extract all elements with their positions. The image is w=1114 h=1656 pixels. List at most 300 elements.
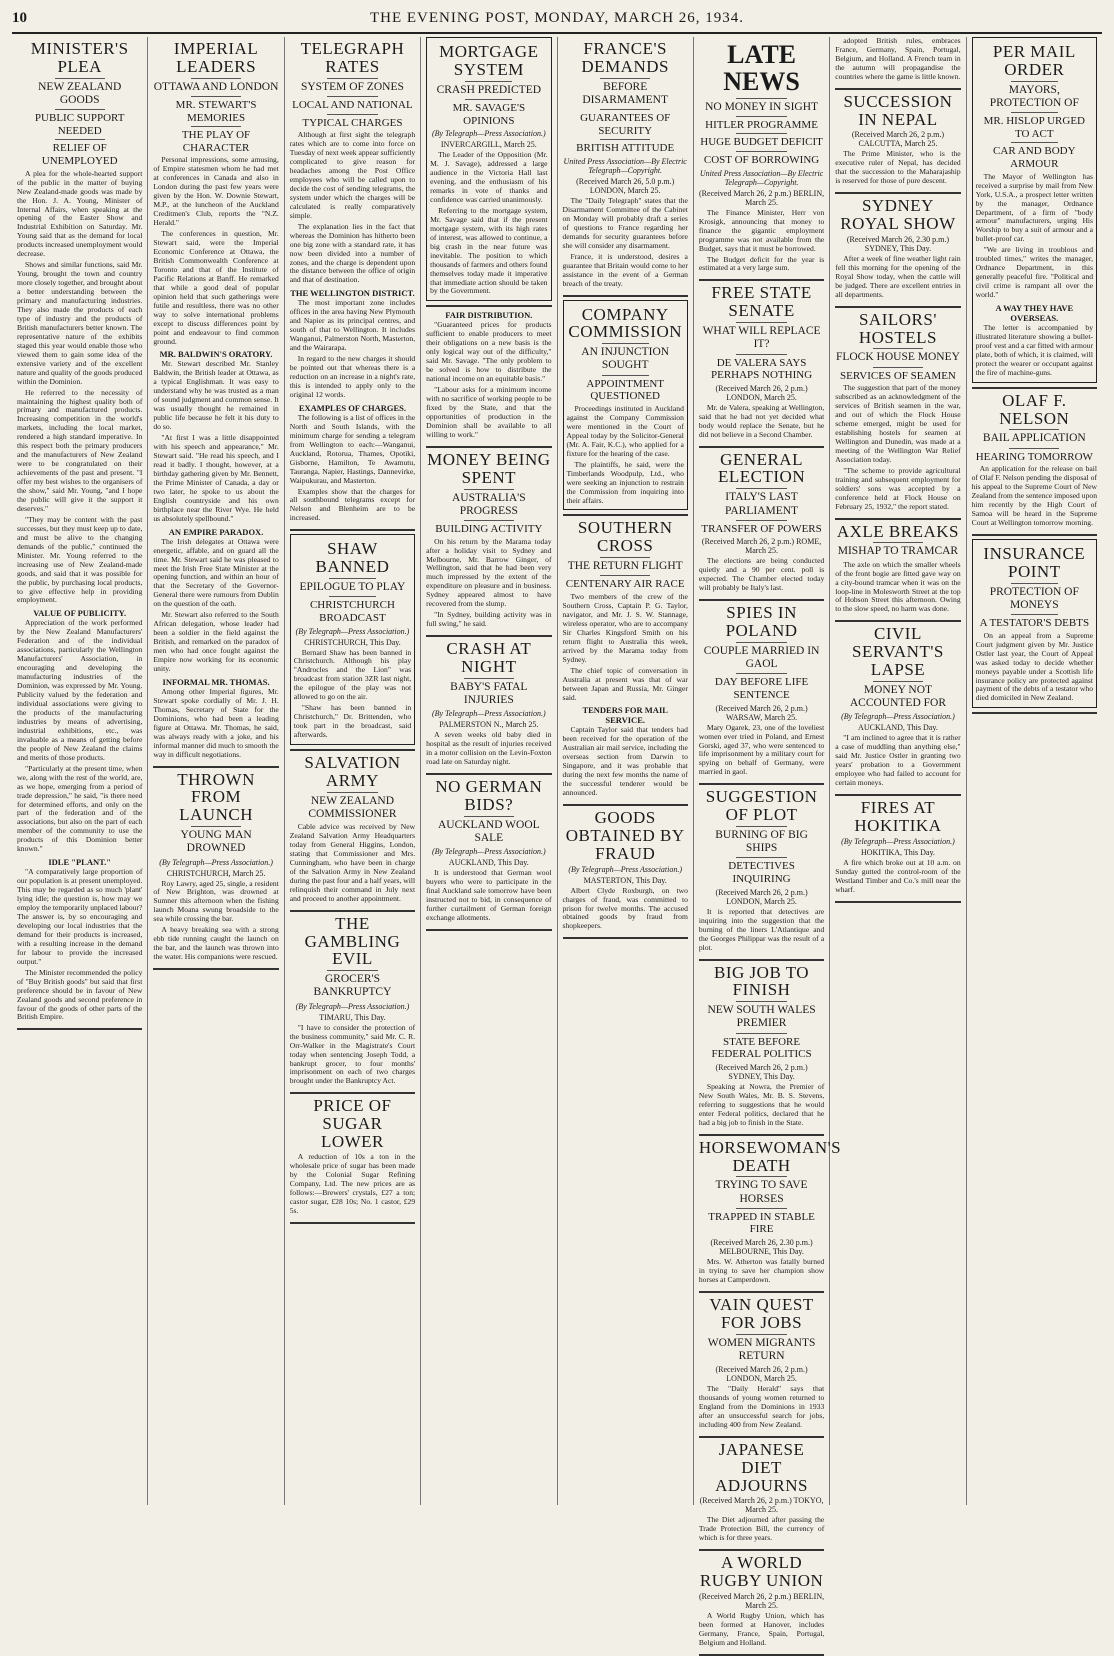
article-headline: FRANCE'S DEMANDS	[581, 39, 669, 76]
article-dateline: (Received March 26, 2 p.m.) TOKYO, March 25.	[699, 1496, 824, 1515]
article-separator	[699, 959, 824, 961]
article-byline: (By Telegraph—Press Association.)	[159, 857, 273, 867]
article-headline: THROWN FROM LAUNCH	[177, 769, 255, 825]
article-paragraph: Cable advice was received by New Zealand Salvation Army Headquarters today from General Higgins, London, stating that Commissioner and Mrs. Cunningham, who have been in charge of the Salvation Army in New Zealand during the past four and a half years, will relinquish their command in July next and proceed to another appointment.	[289, 822, 416, 903]
article	[835, 523, 960, 615]
article-paragraph: The Mayor of Wellington has received a surprise by mail from New York, U.S.A., a prospect letter written by the manager, Ordnance Department, of a firm of "body armour" manufacturers, urging His Worship to buy a suit of armour and a bullet-proof car.	[975, 171, 1093, 244]
article-dateline: CHRISTCHURCH, March 25.	[166, 868, 266, 878]
article-subhead: CAR AND BODY ARMOUR	[993, 145, 1076, 171]
article-dateline: HOKITIKA, This Day.	[860, 847, 935, 857]
article-headline: MINISTER'S PLEA	[30, 39, 129, 76]
article-subhead: SERVICES OF SEAMEN	[840, 369, 956, 382]
article-headline: SUCCESSION IN NEPAL	[843, 91, 953, 129]
article-paragraph: France, it is understood, desires a guarantee that Britain would come to her assistance in the event of a German breach of the treaty.	[562, 251, 688, 288]
article-subhead: EPILOGUE TO PLAY	[299, 581, 406, 593]
article-separator	[972, 387, 1097, 389]
article-headline: SAILORS' HOSTELS	[858, 309, 937, 347]
article-paragraph: Mrs. W. Atherton was fatally burned in trying to save her champion show horses at Camperdown.	[698, 1257, 825, 1284]
article	[835, 197, 960, 299]
article-byline: (By Telegraph—Press Association.)	[431, 709, 546, 719]
article	[698, 1137, 842, 1285]
article	[835, 311, 960, 512]
article-paragraph: Mr. de Valera, speaking at Wellington, said that he had not yet decided what body would replace the Senate, but he did not believe in a Second Chamber.	[698, 402, 825, 439]
article-subhead: MISHAP TO TRAMCAR	[837, 545, 959, 558]
headline-rule	[736, 133, 786, 134]
article-subhead: HUGE BUDGET DEFICIT	[700, 136, 823, 149]
article-subhead: THE PLAY OF CHARACTER	[181, 129, 251, 154]
article-subhead: COST OF BORROWING	[703, 154, 820, 167]
article-paragraph: The plaintiffs, he said, were the Timberlands Woodpulp, Ltd., who were seeking an injunction to restrain the Commission from inquiring into their affairs.	[566, 459, 684, 505]
article-paragraph: "At first I was a little disappointed with his speech and appearance," Mr. Stewart said. "He read his speech, and I read it badly. I thought, however, at a birthday gathering given by Mr. Bennett, the Prime Minister of Canada, a day or two later, he spoke to us about the English countryside and his own birthplace near the River Wye. He held us absolutely spellbound."	[153, 433, 279, 523]
headline-rule	[736, 1033, 786, 1034]
headline-rule	[736, 826, 786, 827]
headline-rule	[1011, 112, 1058, 113]
article-subhead: YOUNG MAN DROWNED	[180, 829, 252, 855]
article	[699, 1296, 824, 1430]
article-byline: (By Telegraph—Press Association.)	[431, 847, 546, 857]
article-subhead: BURNING OF BIG SHIPS	[715, 829, 808, 855]
article-separator	[426, 446, 551, 448]
article-paragraph: Bernard Shaw has been banned in Christchurch. Although his play "Androcles and the Lion" was broadcast from station 3ZR last night, the epilogue of the play was not allowed to go on the air.	[293, 647, 412, 702]
article-dateline: (Received March 26, 2 p.m.) LONDON, March 25.	[715, 1365, 808, 1384]
article-paragraph: Albert Clyde Roxburgh, on two charges of fraud, was committed to prison for twelve months. The accused obtained goods by fraud from shopkeepers.	[562, 885, 688, 931]
article	[17, 40, 142, 1022]
article	[426, 37, 551, 301]
article-headline: FIRES AT HOKITIKA	[854, 798, 942, 835]
article-separator	[972, 712, 1097, 714]
article	[835, 37, 960, 82]
article-headline: GOODS OBTAINED BY FRAUD	[565, 808, 685, 863]
article-separator	[426, 305, 551, 307]
article-paragraph: A fire which broke out at 10 a.m. on Sunday gutted the control-room of the Westland Timber and Co.'s mill near the wharf.	[835, 857, 961, 894]
headline-rule	[1009, 429, 1059, 430]
section-subhead: INFORMAL MR. THOMAS.	[162, 676, 270, 687]
article-paragraph: Mr. Stewart described Mr. Stanley Baldwin, the British leader at Ottawa, as a typical Englishman. It was easy to understand why he was trusted as a man of sound judgment and common sense. It was usually thought he remained in public life because he felt it his duty to do so.	[153, 359, 279, 432]
article-subhead: DAY BEFORE LIFE SENTENCE	[714, 676, 809, 701]
article	[699, 1554, 824, 1648]
article-paragraph: The "Daily Telegraph" states that the Disarmament Committee of the Cabinet on Monday will probably draft a series of questions to France regarding her demands for security guarantees before she will consider any disarmament.	[562, 196, 688, 250]
article-separator	[17, 1028, 142, 1030]
headline-rule	[600, 575, 650, 576]
article-paragraph: Examples show that the charges for all southbound telegrams except for Nelson and Blenheim are to be increased.	[289, 486, 416, 523]
article-headline: A WORLD RUGBY UNION	[699, 1553, 824, 1591]
page-number: 10	[12, 10, 27, 26]
article-separator	[699, 279, 824, 281]
article-headline: OLAF F. NELSON	[999, 390, 1070, 428]
column	[967, 37, 1102, 1505]
article-subhead: LOCAL AND NATIONAL	[292, 98, 413, 111]
article-headline: PER MAIL ORDER	[992, 42, 1076, 79]
column	[285, 37, 421, 1505]
article-byline: United Press Association—By Electric Telegraph—Copyright.	[699, 168, 824, 187]
article	[426, 778, 551, 923]
article-byline: (By Telegraph—Press Association.)	[295, 626, 410, 636]
headline-rule	[55, 109, 105, 110]
headline-rule	[464, 678, 514, 679]
article-headline: MORTGAGE SYSTEM	[439, 42, 539, 79]
article-subhead: BABY'S FATAL INJURIES	[450, 680, 528, 707]
article-subhead: AN INJUNCTION SOUGHT	[581, 346, 670, 372]
article-headline: PRICE OF SUGAR LOWER	[313, 1096, 392, 1152]
article-paragraph: The Irish delegates at Ottawa were energetic, affable, and on guard all the time. Mr. Stewart said he was pleased to meet the Irish Free State Minister at the opening function, and within an hour of that the Secretary of the Governor-General there were rumours from Dublin on the question of the oath.	[153, 536, 279, 609]
masthead-title: THE EVENING POST, MONDAY, MARCH 26, 1934.	[369, 10, 745, 26]
article-dateline: PALMERSTON N., March 25.	[439, 720, 539, 730]
article	[563, 519, 688, 798]
headline-rule	[464, 816, 514, 817]
article-subhead: NEW ZEALAND COMMISSIONER	[308, 794, 397, 820]
article	[699, 41, 824, 273]
article-byline: (By Telegraph—Press Association.)	[841, 712, 955, 722]
article-paragraph: On his return by the Marama today after a holiday visit to Sydney and Melbourne, Mr. Barrow Ginger, of Wellington, said that he had been very much impressed by the extent of the expenditure on pleasure and in business. Sydney appeared almost to have recovered from the slump.	[426, 536, 552, 609]
article-subhead: THE RETURN FLIGHT	[567, 560, 683, 573]
article-headline: TELEGRAPH RATES	[300, 39, 405, 76]
article-subhead: GUARANTEES OF SECURITY	[580, 112, 671, 137]
article-subhead: CRASH PREDICTED	[436, 83, 542, 96]
article	[699, 284, 824, 439]
article-dateline: INVERCARGILL, March 25.	[440, 140, 537, 150]
masthead	[12, 10, 1102, 34]
article-byline: (By Telegraph—Press Association.)	[568, 864, 683, 874]
article-subhead: SYSTEM OF ZONES	[300, 80, 404, 93]
article-headline: SUGGESTION OF PLOT	[705, 787, 818, 825]
column	[830, 37, 966, 1505]
headline-rule	[191, 78, 241, 79]
article-headline: BIG JOB TO FINISH	[714, 962, 810, 1000]
article-dateline: (Received March 26, 2 p.m.) ROME, March 25.	[701, 537, 822, 556]
headline-rule	[602, 343, 649, 344]
article-headline: MONEY BEING SPENT	[427, 449, 551, 487]
article	[835, 799, 960, 895]
article-dateline: CHRISTCHURCH, This Day.	[304, 637, 401, 647]
headline-rule	[736, 98, 786, 99]
article-separator	[835, 794, 960, 796]
headline-rule	[736, 1334, 786, 1335]
article-dateline: MASTERTON, This Day.	[583, 875, 667, 885]
article-paragraph: adopted British rules, embraces France, Germany, Spain, Portugal, Belgium, and Holland. A French team in the autumn will propagandise the countries where the game is little known.	[835, 36, 961, 81]
article-subhead: NEW ZEALAND GOODS	[38, 80, 122, 106]
article-subhead: APPOINTMENT QUESTIONED	[586, 377, 664, 403]
article-dateline: (Received March 26, 2 p.m.) LONDON, March 25.	[715, 383, 808, 402]
article-paragraph: It is reported that detectives are inquiring into the suggestion that the burning of the liners L'Atlantique and the Georges Philippar was the result of a plot.	[698, 906, 825, 952]
article-paragraph: Appreciation of the work performed by the New Zealand Manufacturers' Federation and of the individual associations, particularly the Wellington Manufacturers' Association, in encouraging and developing the manufacturing industries of the Dominion, was expressed by Mr. Young. Publicity valued by the federation and individual associations were giving to the products of the manufacturing industries by means of advertising, industrial exhibitions, etc., was invaluable as a means of getting before the people of New Zealand the claims and merits of those products.	[17, 618, 143, 762]
article-headline: VAIN QUEST FOR JOBS	[709, 1294, 814, 1332]
article-paragraph: The axle on which the smaller wheels of the front bogie are fitted gave way on a city-bound tramcar when it was on the loop-line in Molesworth Street at the top of Hobson Street this afternoon. Owing to the slow speed, no harm was done.	[835, 559, 961, 614]
headline-rule	[600, 109, 650, 110]
section-subhead: MR. BALDWIN'S ORATORY.	[159, 349, 273, 360]
headline-rule	[1011, 583, 1058, 584]
article-subhead: TYPICAL CHARGES	[302, 116, 403, 129]
article-paragraph: The Prime Minister, who is the executive ruler of Nepal, has decided that the succession to the Maharajaship is reserved for those of pure descent.	[835, 149, 961, 186]
article-paragraph: The following is a list of offices in the North and South Islands, with the minimum charge for sending a telegram from Wellington to each:—Wanganui, Auckland, Rotorua, Thames, Opotiki, Gisborne, Hamilton, Te Awamutu, Tauranga, Napier, Hastings, Dannevirke, Waipukurau, and Masterton.	[289, 412, 416, 485]
article	[426, 640, 551, 767]
section-subhead: EXAMPLES OF CHARGES.	[298, 402, 406, 413]
article-subhead: PUBLIC SUPPORT NEEDED	[34, 112, 125, 137]
article-paragraph: A heavy breaking sea with a strong ebb tide running caught the launch on the bar, and the launch was thrown into the water. His companions were rescued.	[153, 925, 279, 962]
article-subhead: TRYING TO SAVE HORSES	[715, 1179, 808, 1205]
article-separator	[426, 773, 551, 775]
article-subhead: WHAT WILL REPLACE IT?	[702, 325, 821, 351]
article-paragraph: Referring to the mortgage system, Mr. Savage said that if the present mortgage system, with its high rates of interest, was allowed to continue, a big crash in the near future was inevitable. The position to which thousands of farmers and others found themselves today made it imperative that immediate action should be taken by the Government.	[430, 205, 548, 296]
article-separator	[835, 306, 960, 308]
article-paragraph: Captain Taylor said that tenders had been received for the operation of the Australian air mail service, including the overseas section from Darwin to Singapore, and it was probable that during the next few months the name of the successful tenderer would be announced.	[562, 725, 688, 798]
article	[699, 964, 824, 1128]
article-subhead: DE VALERA SAYS PERHAPS NOTHING	[710, 356, 813, 382]
article-paragraph: The Leader of the Opposition (Mr. M. J. Savage), addressed a large audience in the Victoria Hall last evening, and the enthusiasm of his remarks in vote of thanks and confidence was carried unanimously.	[430, 150, 548, 204]
article-paragraph: The Minister recommended the policy of "Buy British goods" but said that first preference should be in favour of New Zealand goods and second preference in favour of the goods of other parts of the British Empire.	[17, 967, 143, 1022]
article-subhead: BAIL APPLICATION	[982, 432, 1086, 445]
article-separator	[699, 1654, 824, 1656]
headline-rule	[602, 375, 649, 376]
article-dateline: TIMARU, This Day.	[319, 1012, 386, 1022]
headline-rule	[191, 126, 241, 127]
article-subhead: ITALY'S LAST PARLIAMENT	[725, 491, 799, 517]
article-subhead: NEW SOUTH WALES PREMIER	[707, 1004, 816, 1030]
article-subhead: WOMEN MIGRANTS RETURN	[707, 1336, 816, 1362]
article-headline: IMPERIAL LEADERS	[173, 39, 259, 76]
article-headline: LATE NEWS	[723, 40, 800, 97]
article-paragraph: Speaking at Nowra, the Premier of New South Wales, Mr. B. S. Stevens, referring to suggestions that he would enter Federal politics, declared that he had a big job to finish in the State.	[698, 1081, 825, 1127]
article-subhead: RELIEF OF UNEMPLOYED	[41, 142, 118, 168]
headline-rule	[736, 642, 786, 643]
article-paragraph: The letter is accompanied by illustrated literature showing a bullet-proof vest and a car fitted with armour plate, both of which, it is claimed, will protect the wearer or occupant against the fire of machine-guns.	[975, 323, 1093, 377]
article-paragraph: The "Daily Herald" says that thousands of young women returned to England from the Dominions in 1933 after an unsuccessful search for jobs, including 400 from New Zealand.	[698, 1384, 825, 1429]
headline-rule	[600, 78, 650, 79]
article-separator	[290, 1092, 415, 1094]
article	[835, 625, 960, 788]
headline-rule	[1011, 142, 1058, 143]
column	[421, 37, 557, 1505]
article	[972, 37, 1097, 383]
article-paragraph: On an appeal from a Supreme Court judgment given by Mr. Justice Ostler last year, the Court of Appeal was asked today to decide whether moneys payable under a Scottish life insurance policy are protected against payment of the debts of a testator who died domiciled in New Zealand.	[975, 630, 1093, 703]
article-paragraph: The elections are being conducted quietly and a 90 per cent. poll is expected. The Chamber elected today will probably be Italy's last.	[698, 556, 825, 593]
article-paragraph: The explanation lies in the fact that whereas the Dominion has hitherto been one big zone with a standard rate, it has now been divided into a number of zones, and the charge is dependent upon the distance between the office of origin and that of destination.	[289, 221, 416, 285]
article	[699, 451, 824, 594]
article-paragraph: A reduction of 10s a ton in the wholesale price of sugar has been made by the Colonial Sugar Refining Company, Ltd. The new prices are as follows:—Brewers' crystals, £27 a ton; castor sugar, £28 10s; No. 1 castor, £29 5s.	[289, 1151, 416, 1215]
headline-rule	[736, 857, 786, 858]
column	[558, 37, 694, 1505]
article-byline: (By Telegraph—Press Association.)	[431, 129, 546, 139]
article-paragraph: Although at first sight the telegraph rates which are to come into force on Tuesday of next week appear sufficiently complicated to give reason for headaches among the Post Office employees who will be called upon to decide the cost of sending telegrams, the system under which the charges will be calculated is really comparatively simple.	[289, 130, 416, 220]
article-subhead: MR. SAVAGE'S OPINIONS	[452, 101, 526, 127]
article-paragraph: The conferences in question, Mr. Stewart said, were the Imperial Economic Conference at Ottawa, the British Commonwealth Conference at Toronto and that of the Institute of Pacific Relations at Banff. He remarked that while a good deal of popular opinion held that such gatherings were futile and resultless, there was no other way to solve international problems except to discuss differences point by point and endeavour to find common ground.	[153, 229, 279, 346]
column	[12, 37, 148, 1505]
article-dateline: (Received March 26, 2 p.m.) WARSAW, March 25.	[715, 703, 808, 722]
article-subhead: COUPLE MARRIED IN GAOL	[703, 644, 820, 671]
article-headline: THE GAMBLING EVIL	[304, 913, 401, 969]
article-paragraph: The Diet adjourned after passing the Trade Protection Bill, the currency of which is for three years.	[698, 1515, 825, 1543]
article-separator	[835, 88, 960, 90]
article-dateline: AUCKLAND, This Day.	[448, 858, 529, 868]
article-separator	[699, 1436, 824, 1438]
section-subhead: AN EMPIRE PARADOX.	[168, 526, 264, 537]
article-paragraph: The suggestion that part of the money subscribed as an acknowledgment of the services of British seamen in the war, and out of which the Flock House scheme emerged, might be used for establishing hostels for seamen at Wellington and Dunedin, was made at a meeting of the Wellington War Relief Association today.	[835, 383, 961, 464]
headline-rule	[327, 792, 377, 793]
article-paragraph: "In Sydney, building activity was in full swing," he said.	[426, 610, 552, 629]
headline-rule	[1009, 448, 1059, 449]
article-separator	[699, 1291, 824, 1293]
article	[699, 604, 824, 777]
article	[426, 310, 551, 439]
article-headline: NO GERMAN BIDS?	[435, 777, 543, 814]
article-headline: INSURANCE POINT	[983, 543, 1086, 581]
article	[972, 539, 1097, 708]
article-separator	[972, 534, 1097, 536]
article-paragraph: "I am inclined to agree that it is rather a case of muddling than anything else," said Mr. Justice Ostler in granting two years' probation to a Government employee who had failed to account for certain moneys.	[835, 733, 961, 788]
columns-container	[12, 36, 1102, 1647]
article-headline: CRASH AT NIGHT	[446, 639, 532, 676]
headline-rule	[191, 96, 241, 97]
article-subhead: TRANSFER OF POWERS	[701, 522, 822, 535]
article-separator	[290, 1222, 415, 1224]
headline-rule	[1011, 614, 1058, 615]
article-subhead: MAYORS, PROTECTION OF	[989, 83, 1079, 109]
article-paragraph: Shows and similar functions, said Mr. Young, brought the town and country more closely together, and brought about a better understanding between the primary and manufacturing industries. They also made the products of each type of industry and the products of British manufacturers better known. The representative nature of the exhibits staged this year would enable those who viewed them to gain some idea of the extensive variety and of the excellent nature and quality of the goods produced within the Dominion.	[17, 260, 143, 386]
article-headline: CIVIL SERVANT'S LAPSE	[852, 624, 944, 680]
article-subhead: FLOCK HOUSE MONEY	[835, 351, 960, 364]
article-subhead: AUCKLAND WOOL SALE	[437, 818, 540, 844]
article-subhead: GROCER'S BANKRUPTCY	[313, 973, 392, 999]
article-paragraph: Personal impressions, some amusing, of Empire statesmen whom he had met at conferences in Canada and also in London during the past few years were given by the Hon. W. Downie Stewart, M.P., at the luncheon of the Auckland Creditmen's Club, reports the "N.Z. Herald."	[153, 155, 279, 228]
article-separator	[563, 514, 688, 516]
headline-rule	[191, 826, 241, 827]
article-separator	[563, 804, 688, 806]
article-headline: SPIES IN POLAND	[725, 603, 798, 641]
article-separator	[699, 599, 824, 601]
article-separator	[835, 192, 960, 194]
headline-rule	[464, 489, 514, 490]
column	[148, 37, 284, 1505]
article-subhead: CENTENARY AIR RACE	[565, 578, 685, 591]
article-paragraph: Two members of the crew of the Southern Cross, Captain P. G. Taylor, navigator, and Mr. J. S. W. Stannage, wireless operator, who are to accompany Sir Charles Kingsford Smith on his return flight to Australia this week, arrived by the Marama today from Sydney.	[562, 592, 688, 664]
article-separator	[699, 446, 824, 448]
article-separator	[426, 635, 551, 637]
headline-rule	[1011, 81, 1058, 82]
article	[290, 754, 415, 904]
article-headline: SALVATION ARMY	[304, 753, 401, 790]
article-subhead: MR. STEWART'S MEMORIES	[175, 98, 257, 124]
article-dateline: (Received March 26, 2 p.m.) LONDON, March 25.	[715, 887, 808, 906]
article-dateline: (Received March 26, 5.0 p.m.) LONDON, March 25.	[576, 177, 675, 196]
article-headline: GENERAL ELECTION	[718, 449, 806, 487]
section-subhead: THE WELLINGTON DISTRICT.	[290, 288, 415, 299]
headline-rule	[736, 151, 786, 152]
article-headline: SOUTHERN CROSS	[577, 518, 673, 556]
article-separator	[699, 783, 824, 785]
article-dateline: AUCKLAND, This Day.	[858, 723, 938, 733]
headline-rule	[873, 348, 923, 349]
headline-rule	[600, 557, 650, 558]
article-subhead: MONEY NOT ACCOUNTED FOR	[849, 683, 947, 710]
article-paragraph: Proceedings instituted in Auckland against the Company Commission were mentioned in the Court of Appeal today by the Solicitor-General (Mr. A. Fair, K.C.), who applied for a fixture for the hearing of the case.	[566, 403, 684, 458]
article-dateline: (Received March 26, 2 p.m.) BERLIN, March 25.	[699, 188, 825, 207]
article-separator	[699, 1134, 824, 1136]
article-subhead: OTTAWA AND LONDON	[153, 80, 279, 93]
article-separator	[835, 518, 960, 520]
article-paragraph: He referred to the necessity of maintaining the highest quality both of primary and manufactured products. Increasing competition in the world's markets, including the local market, rendered a high standard imperative. In this respect both the primary producers and the manufacturers of New Zealand were to be congratulated on their achievements of the past and present. "I offer my best wishes to the organisers of the show," said Mr. Young, "and I hope the public will give it the support it deserves."	[17, 387, 143, 513]
article-subhead: HEARING TOMORROW	[975, 450, 1093, 463]
article-dateline: (Received March 26, 2 p.m.) CALCUTTA, March 25.	[851, 130, 945, 149]
section-subhead: A WAY THEY HAVE OVERSEAS.	[995, 303, 1074, 324]
article-paragraph: The Finance Minister, Herr von Krosigk, announcing that money to finance the gigantic employment programme was not available from the Budget, says that it must be borrowed.	[698, 207, 825, 253]
article-paragraph: "Shaw has been banned in Christchurch," Dr. Brittenden, who took part in the broadcast, said afterwards.	[293, 703, 412, 740]
headline-rule	[873, 681, 923, 682]
section-subhead: FAIR DISTRIBUTION.	[445, 310, 533, 321]
article-separator	[290, 529, 415, 531]
article	[153, 40, 278, 760]
article	[290, 915, 415, 1087]
headline-rule	[736, 354, 786, 355]
article-paragraph: Among other Imperial figures, Mr. Stewart spoke cordially of Mr. J. H. Thomas, Secretary of State for the Dominions, who had been a leading figure at Ottawa. Mr. Thomas, he said, was always ready with a joke, and his informal manner did much to smooth the way in difficult negotiations.	[153, 686, 279, 759]
headline-rule	[736, 1176, 786, 1177]
section-subhead: TENDERS FOR MAIL SERVICE.	[582, 705, 668, 726]
article-separator	[835, 901, 960, 903]
article-separator	[153, 968, 278, 970]
headline-rule	[736, 488, 786, 489]
article-paragraph: Mr. Stewart also referred to the South African delegation, whose leader had been a soldier in the field against the British, and remarked on the paradox of men who had once fought against the Empire now working for its economic unity.	[153, 610, 279, 673]
article-headline: HORSEWOMAN'S DEATH	[698, 1137, 842, 1175]
article-subhead: BEFORE DISARMAMENT	[582, 80, 668, 106]
article-subhead: HITLER PROGRAMME	[705, 118, 818, 131]
headline-rule	[736, 1208, 786, 1209]
article-paragraph: "We are living in troublous and troubled times," writes the manager, Ordnance Department, in this generally peaceful fire. "Political and civil crime is rampant all over the world."	[975, 245, 1093, 300]
article-headline: FREE STATE SENATE	[711, 283, 812, 321]
article-paragraph: "They may be content with the past successes, but they must keep up to date, and must be alive to the changing demands of the public," continued the Minister. Mr. Young referred to the increasing use of New Zealand-made goods, and said that it was possible for the public, by purchasing local products, to give effective help in providing employment.	[17, 514, 143, 605]
article-paragraph: A World Rugby Union, which has been formed at Hanover, includes Germany, France, Spain, Portugal, Belgium and Holland.	[698, 1610, 825, 1647]
article	[699, 788, 824, 952]
headline-rule	[327, 114, 377, 115]
article-separator	[563, 937, 688, 939]
article-dateline: (Received March 26, 2.30 p.m.) SYDNEY, This Day.	[846, 234, 950, 253]
headline-rule	[736, 520, 786, 521]
article-paragraph: It is understood that German wool buyers who were to participate in the final Auckland sale tomorrow have been instructed not to bid, in consequence of further curtailment of German foreign exchange allotments.	[426, 868, 552, 922]
article-paragraph: A plea for the whole-hearted support of the public in the matter of buying New Zealand-made goods was made by the Hon. J. A. Young, Minister of Internal Affairs, when speaking at the opening of the Easter Show and Industrial Exhibition on Saturday. Mr. Young said that as the demand for local products increased unemployment would decrease.	[17, 168, 143, 259]
article-dateline: (Received March 26, 2 p.m.) SYDNEY, This Day.	[715, 1062, 808, 1081]
article-paragraph: "Guaranteed prices for products sufficient to enable producers to meet their obligations on a new basis is the only logical way out of the difficulty," said Mr. Savage. "The only problem to be solved is how to distribute the national income on an equitable basis."	[426, 320, 552, 384]
headline-rule	[55, 78, 105, 79]
section-subhead: IDLE "PLANT."	[48, 857, 112, 868]
article-subhead: BRITISH ATTITUDE	[576, 142, 675, 155]
column	[694, 37, 842, 1647]
article-separator	[699, 1549, 824, 1551]
article-paragraph: The Budget deficit for the year is estimated at a very large sum.	[698, 254, 825, 273]
article	[563, 300, 688, 511]
headline-rule	[736, 1001, 786, 1002]
headline-rule	[329, 596, 376, 597]
article-byline: (By Telegraph—Press Association.)	[841, 836, 955, 846]
article-subhead: BUILDING ACTIVITY	[435, 522, 543, 535]
article	[563, 40, 688, 289]
headline-rule	[465, 99, 512, 100]
article	[972, 392, 1097, 528]
article-paragraph: Mary Ogarek, 23, one of the loveliest women ever tried in Poland, and Ernest Gorski, aged 37, who were sentenced to life imprisonment by a military court for spying on behalf of Germany, were married in gaol.	[698, 722, 825, 777]
headline-rule	[736, 322, 786, 323]
article	[153, 771, 278, 963]
article	[426, 451, 551, 629]
article-subhead: NO MONEY IN SIGHT	[705, 100, 819, 113]
article-headline: SYDNEY ROYAL SHOW	[840, 196, 956, 234]
article-paragraph: "I have to consider the protection of the business community," said Mr. C. R. Orr-Walker in the Magistrate's Court today when sentencing Joseph Todd, a bankrupt grocer, to four months' imprisonment on each of two charges brought under the Bankruptcy Act.	[289, 1022, 416, 1086]
headline-rule	[329, 578, 376, 579]
article-paragraph: The most important zone includes offices in the area having New Plymouth and Napier as its principal centres, and south of that to Wellington. It includes Wanganui, Palmerston North, Masterton, and the Wairarapa.	[289, 298, 416, 353]
section-subhead: VALUE OF PUBLICITY.	[33, 608, 127, 619]
article-headline: COMPANY COMMISSION	[568, 304, 682, 342]
article-paragraph: "Labour asks for a minimum income with no sacrifice of working people to be fixed by the State, and that the opportunities of production in the Dominion shall be available to all willing to work."	[426, 385, 552, 439]
article-paragraph: A seven weeks old baby died in hospital as the result of injuries received in a motor collision on the Levin-Foxton road late on Saturday night.	[426, 730, 552, 767]
article-headline: JAPANESE DIET ADJOURNS	[715, 1439, 808, 1495]
headline-rule	[873, 542, 923, 543]
article-separator	[290, 749, 415, 751]
article-separator	[426, 929, 551, 931]
